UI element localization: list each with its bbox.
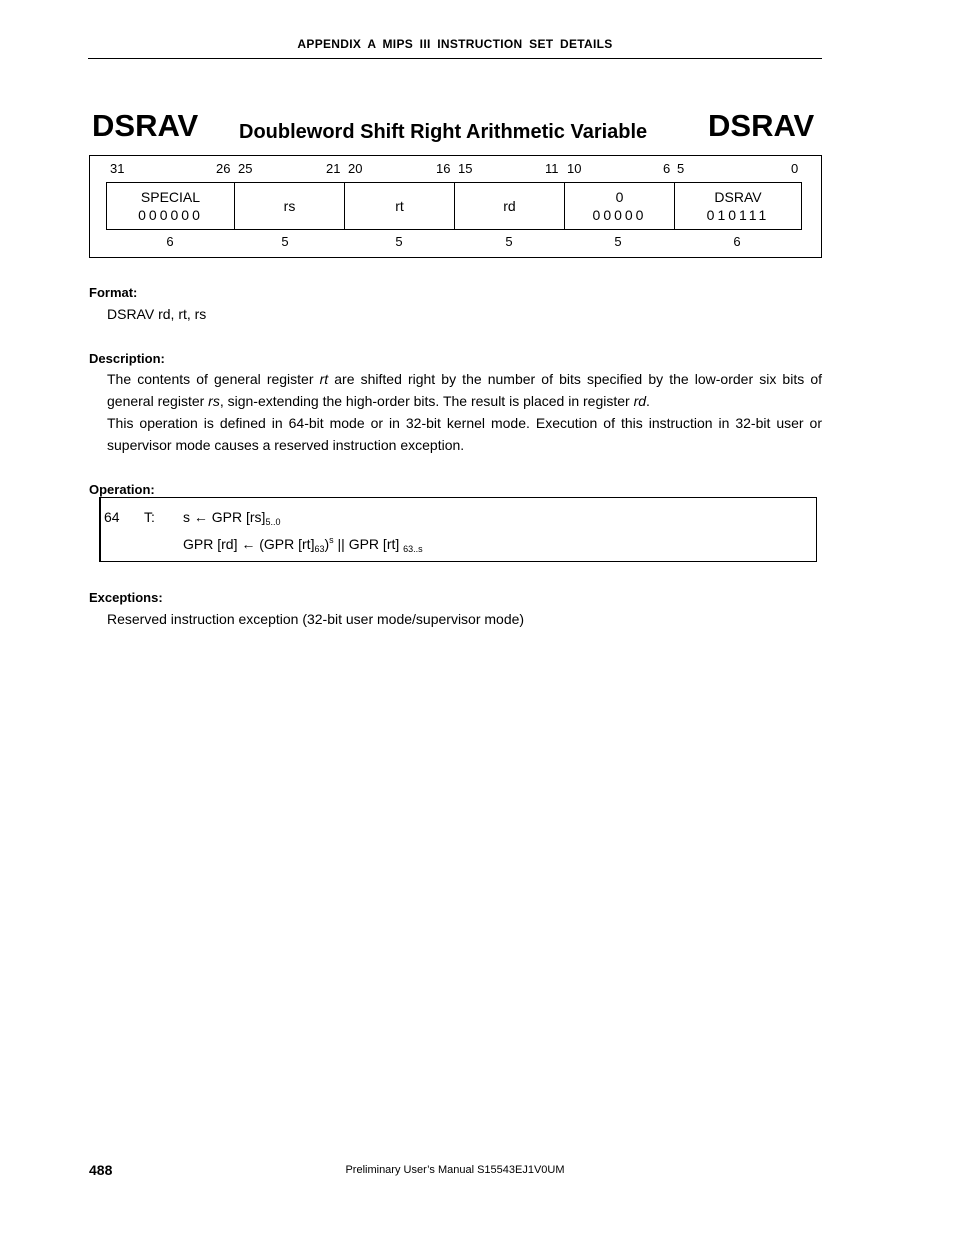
description-heading: Description: — [89, 351, 165, 366]
field-label: SPECIAL — [140, 189, 201, 205]
operation-mode: 64 — [104, 509, 120, 525]
description-body — [107, 368, 822, 456]
field-code: 000000 — [138, 207, 203, 223]
header-rule — [88, 58, 822, 59]
exceptions-heading: Exceptions: — [89, 590, 163, 605]
bit-number-16: 16 — [436, 161, 451, 176]
instruction-name: Doubleword Shift Right Arithmetic Variable — [239, 121, 648, 143]
field-rs — [235, 183, 345, 229]
bit-number-21: 21 — [326, 161, 341, 176]
description-paragraph-1: The contents of general register rt are shifted right by the number of bits specified by the low-order six bits of general register rs, sign-extending the high-order bits. The result is placed in register rd. — [107, 371, 822, 409]
field-function — [675, 183, 801, 229]
bit-number-31: 31 — [110, 161, 125, 176]
field-label: rs — [283, 198, 296, 214]
field-width-sa: 5 — [614, 234, 622, 249]
bit-number-11: 11 — [545, 161, 559, 176]
field-label: DSRAV — [714, 189, 762, 205]
bit-number-0: 0 — [791, 161, 799, 176]
field-label: 0 — [615, 189, 624, 205]
operation-heading: Operation: — [89, 482, 155, 497]
bit-number-20: 20 — [348, 161, 363, 176]
running-header: APPENDIX A MIPS III INSTRUCTION SET DETAILS — [297, 37, 613, 51]
operation-line-2: GPR [rd] ← (GPR $[rt]_{63})^s$ || GPR [rt] $_{63..s}$ — [183, 535, 423, 554]
format-fields-row — [106, 182, 802, 230]
bit-number-6: 6 — [663, 161, 671, 176]
bit-number-5: 5 — [677, 161, 685, 176]
manual-id: Preliminary User’s Manual S15543EJ1V0UM — [345, 1164, 565, 1176]
field-width-rt: 5 — [395, 234, 403, 249]
exceptions-text: Reserved instruction exception (32-bit user mode/supervisor mode) — [107, 611, 525, 627]
field-width-rd: 5 — [505, 234, 513, 249]
operation-stage: T: — [144, 509, 155, 525]
format-syntax: DSRAV rd, rt, rs — [107, 306, 207, 322]
format-heading: Format: — [89, 285, 138, 300]
field-special — [107, 183, 235, 229]
bit-number-10: 10 — [567, 161, 582, 176]
field-code: 00000 — [592, 207, 647, 223]
description-paragraph-2: This operation is defined in 64-bit mode or in 32-bit kernel mode. Execution of this instruction in 32-bit user or supervisor mode causes a reserved instruction exception. — [107, 415, 822, 453]
field-rt — [345, 183, 455, 229]
field-rd — [455, 183, 565, 229]
field-width-rs: 5 — [281, 234, 289, 249]
page-number: 488 — [89, 1162, 113, 1178]
mnemonic-left: DSRAV — [92, 108, 199, 143]
field-width-special: 6 — [166, 234, 174, 249]
field-label: rt — [395, 198, 404, 214]
bit-number-25: 25 — [238, 161, 253, 176]
field-sa-zero — [565, 183, 675, 229]
mnemonic-right: DSRAV — [708, 108, 815, 143]
operation-line-1: s ← GPR $[rs]_{5..0}$ — [183, 509, 281, 527]
bit-number-26: 26 — [216, 161, 231, 176]
bit-number-15: 15 — [458, 161, 473, 176]
field-label: rd — [503, 198, 516, 214]
field-width-function: 6 — [733, 234, 741, 249]
field-code: 010111 — [706, 207, 770, 223]
